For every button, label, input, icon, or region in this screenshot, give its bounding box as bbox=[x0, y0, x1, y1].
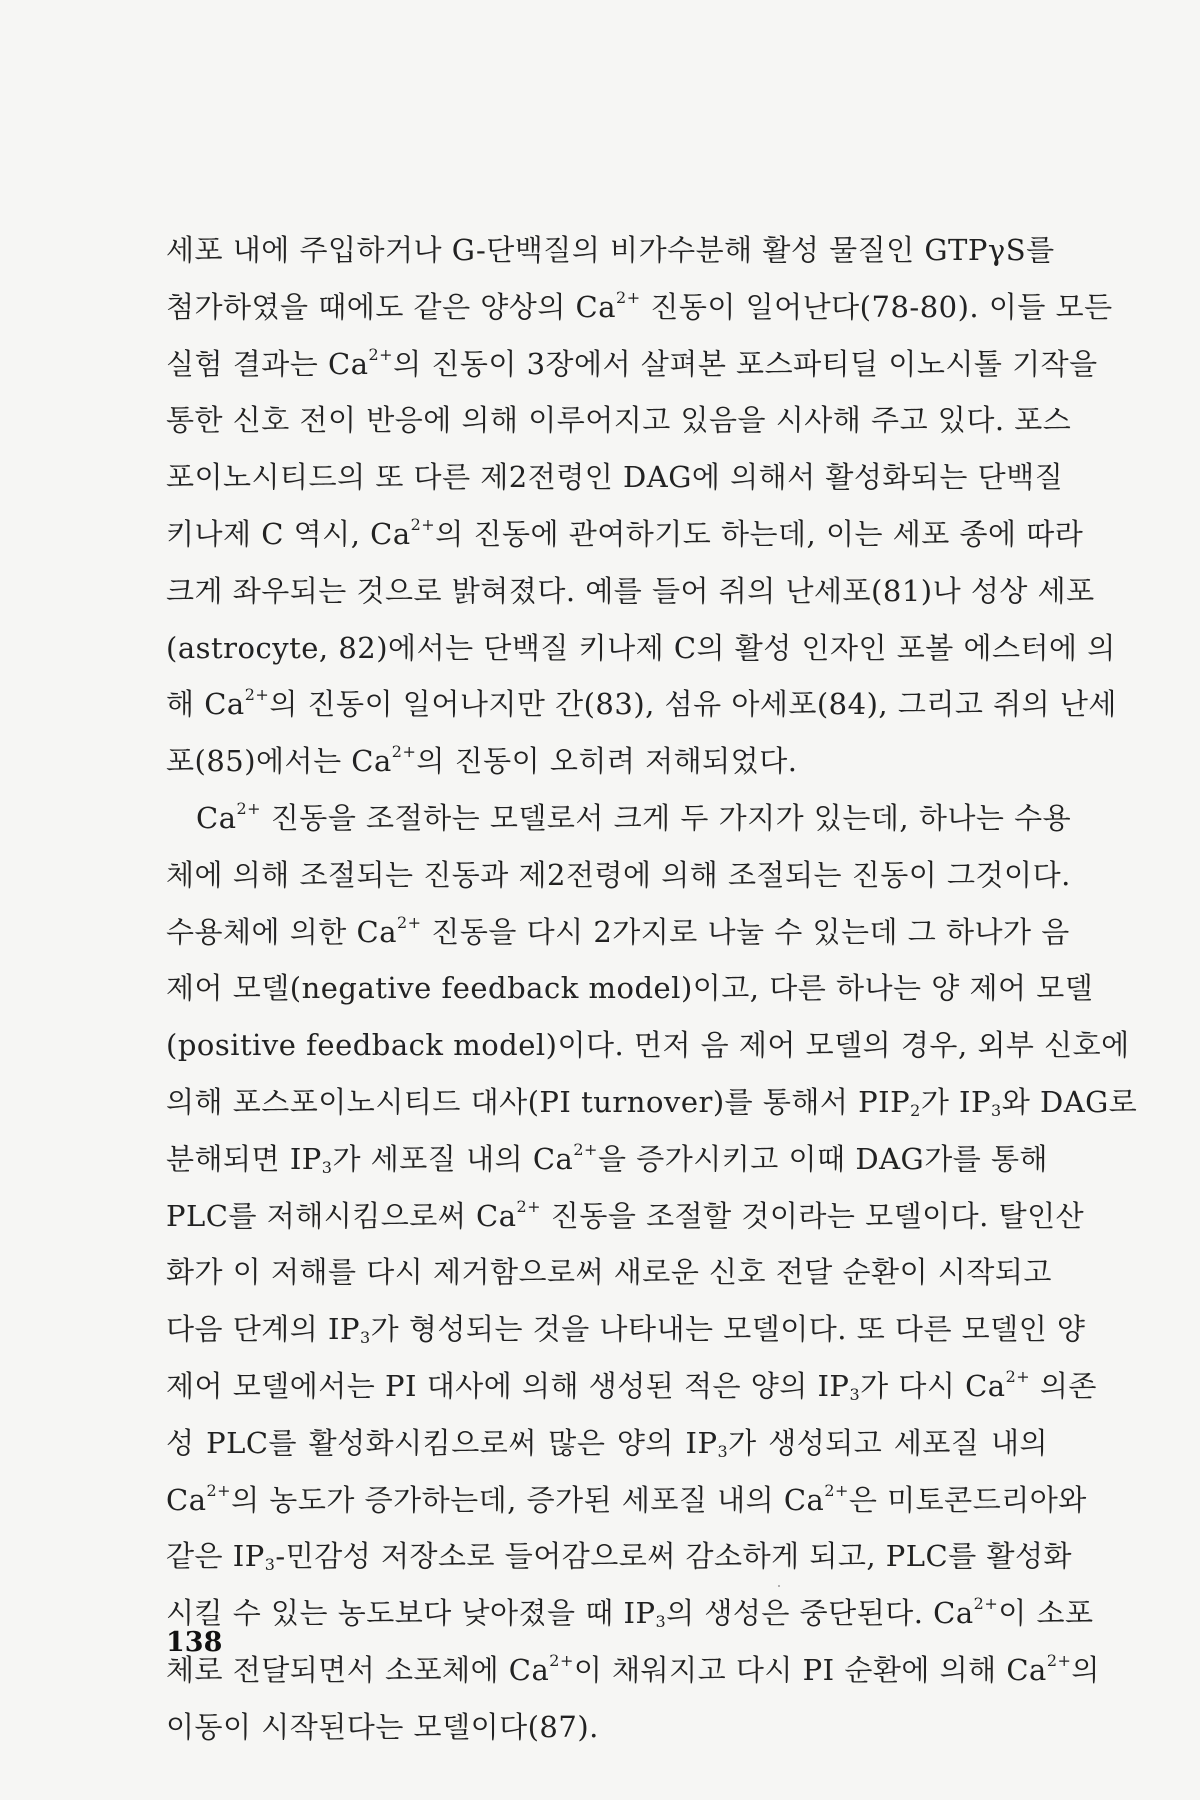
text-segment: 제어 모델(negative feedback model)이고, 다른 하나는 양 제어 모델 bbox=[166, 971, 1094, 1006]
text-segment: 이 소포 bbox=[998, 1596, 1094, 1631]
text-segment: 해 Ca bbox=[166, 687, 245, 722]
text-segment: 다음 단계의 IP bbox=[166, 1312, 360, 1347]
text-line bbox=[166, 1415, 1048, 1472]
text-segment: 세포 내에 주입하거나 G-단백질의 비가수분해 활성 물질인 GTPγS를 bbox=[166, 233, 1055, 267]
text-segment: 이 채워지고 다시 PI 순환에 의해 Ca bbox=[573, 1652, 1047, 1687]
text-line bbox=[166, 1472, 1087, 1529]
text-segment: 가 IP bbox=[920, 1084, 992, 1119]
superscript: 2+ bbox=[824, 1480, 849, 1500]
text-segment: 포(85)에서는 Ca bbox=[166, 744, 392, 779]
text-line bbox=[166, 1585, 1094, 1642]
text-segment: 체에 의해 조절되는 진동과 제2전령에 의해 조절되는 진동이 그것이다. bbox=[166, 857, 1071, 892]
text-segment: 이동이 시작된다는 모델이다(87). bbox=[166, 1709, 599, 1744]
text-segment: 의 농도가 증가하는데, 증가된 세포질 내의 Ca bbox=[231, 1482, 825, 1517]
text-segment: 같은 IP bbox=[166, 1539, 265, 1574]
superscript: 2+ bbox=[368, 344, 394, 364]
subscript: 3 bbox=[359, 1328, 371, 1348]
text-segment: 의존 bbox=[1030, 1368, 1097, 1403]
text-segment: (positive feedback model)이다. 먼저 음 제어 모델의 경우, 외부 신호에 bbox=[166, 1028, 1130, 1063]
text-line bbox=[166, 392, 1072, 449]
superscript: 2+ bbox=[244, 685, 270, 705]
text-segment: 진동이 일어난다(78-80). 이들 모든 bbox=[640, 289, 1113, 324]
text-segment: 진동을 조절하는 모델로서 크게 두 가지가 있는데, 하나는 수용 bbox=[261, 800, 1072, 835]
subscript: 3 bbox=[717, 1441, 729, 1461]
text-line bbox=[166, 279, 1113, 336]
text-segment: 의 진동이 오히려 저해되었다. bbox=[416, 744, 798, 779]
superscript: 2+ bbox=[391, 742, 417, 762]
text-line bbox=[166, 847, 1071, 904]
text-segment: 실험 결과는 Ca bbox=[166, 346, 369, 381]
text-line bbox=[166, 790, 1072, 847]
superscript: 2+ bbox=[549, 1650, 574, 1670]
text-segment: 의해 포스포이노시티드 대사(PI turnover)를 통해서 PIP bbox=[166, 1084, 911, 1119]
text-segment: 가 다시 Ca bbox=[860, 1368, 1006, 1403]
text-segment: 의 진동에 관여하기도 하는데, 이는 세포 종에 따라 bbox=[435, 516, 1084, 551]
text-line bbox=[166, 733, 1048, 790]
subscript: 3 bbox=[849, 1384, 861, 1404]
subscript: 3 bbox=[321, 1157, 333, 1177]
text-segment: 분해되면 IP bbox=[166, 1141, 322, 1176]
text-line bbox=[166, 506, 1084, 563]
superscript: 2+ bbox=[236, 798, 262, 818]
text-line bbox=[166, 676, 1117, 733]
text-line bbox=[166, 563, 1095, 620]
text-segment: (astrocyte, 82)에서는 단백질 키나제 C의 활성 인자인 포볼 에스터에 의 bbox=[166, 630, 1116, 665]
text-segment: 포이노시티드의 또 다른 제2전령인 DAG에 의해서 활성화되는 단백질 bbox=[166, 460, 1064, 495]
subscript: 2 bbox=[910, 1100, 921, 1120]
text-line bbox=[166, 620, 1116, 677]
text-segment: 체로 전달되면서 소포체에 Ca bbox=[166, 1652, 550, 1687]
text-line bbox=[166, 1301, 1086, 1358]
text-segment: 은 미토콘드리아와 bbox=[848, 1482, 1087, 1517]
text-line bbox=[166, 1074, 1138, 1131]
text-segment: 진동을 조절할 것이라는 모델이다. 탈인산 bbox=[541, 1198, 1085, 1233]
text-segment: Ca bbox=[166, 1482, 207, 1517]
superscript: 2+ bbox=[1046, 1650, 1072, 1670]
text-segment: 크게 좌우되는 것으로 밝혀졌다. 예를 들어 쥐의 난세포(81)나 성상 세포 bbox=[166, 573, 1095, 608]
text-segment: 가 형성되는 것을 나타내는 모델이다. 또 다른 모델인 양 bbox=[370, 1312, 1086, 1347]
text-segment: PLC를 저해시킴으로써 Ca bbox=[166, 1198, 517, 1233]
subscript: 3 bbox=[264, 1555, 276, 1575]
text-segment: 가 세포질 내의 Ca bbox=[332, 1141, 574, 1176]
text-segment: 수용체에 의한 Ca bbox=[166, 914, 397, 949]
page-number: 138 bbox=[166, 1627, 223, 1658]
text-line bbox=[166, 1188, 1085, 1245]
subscript: 3 bbox=[655, 1612, 667, 1632]
text-line bbox=[166, 1017, 1130, 1074]
text-segment: 가 생성되고 세포질 내의 bbox=[728, 1425, 1049, 1460]
text-segment: 통한 신호 전이 반응에 의해 이루어지고 있음을 시사해 주고 있다. 포스 bbox=[166, 403, 1072, 438]
text-segment: 와 DAG로 bbox=[1001, 1084, 1138, 1119]
superscript: 2+ bbox=[516, 1196, 542, 1216]
text-segment: 을 증가시키고 이때 DAG가를 통해 bbox=[597, 1141, 1049, 1176]
text-line bbox=[166, 1131, 1048, 1188]
text-line bbox=[166, 1642, 1100, 1699]
text-line bbox=[166, 1358, 1097, 1415]
text-line bbox=[166, 960, 1094, 1017]
scan-speck bbox=[778, 1585, 780, 1587]
subscript: 3 bbox=[991, 1100, 1002, 1120]
superscript: 2+ bbox=[397, 912, 422, 932]
text-segment: -민감성 저장소로 들어감으로써 감소하게 되고, PLC를 활성화 bbox=[275, 1539, 1073, 1574]
text-line bbox=[166, 449, 1064, 506]
text-segment: 의 진동이 3장에서 살펴본 포스파티딜 이노시톨 기작을 bbox=[393, 346, 1098, 381]
superscript: 2+ bbox=[573, 1139, 598, 1159]
superscript: 2+ bbox=[973, 1594, 999, 1614]
text-segment: 의 생성은 중단된다. Ca bbox=[666, 1596, 974, 1631]
text-segment: 화가 이 저해를 다시 제거함으로써 새로운 신호 전달 순환이 시작되고 bbox=[166, 1255, 1052, 1290]
text-line bbox=[166, 904, 1070, 961]
text-segment: 진동을 다시 2가지로 나눌 수 있는데 그 하나가 음 bbox=[421, 914, 1070, 949]
text-line bbox=[166, 1699, 1048, 1756]
superscript: 2+ bbox=[206, 1480, 232, 1500]
text-segment: 시킬 수 있는 농도보다 낮아졌을 때 IP bbox=[166, 1596, 656, 1631]
text-line bbox=[166, 222, 1055, 279]
body-text bbox=[166, 222, 1138, 1756]
text-line bbox=[166, 1528, 1073, 1585]
text-segment: 의 진동이 일어나지만 간(83), 섬유 아세포(84), 그리고 쥐의 난세 bbox=[269, 687, 1117, 722]
text-segment: 제어 모델에서는 PI 대사에 의해 생성된 적은 양의 IP bbox=[166, 1368, 850, 1403]
text-line bbox=[166, 336, 1098, 393]
text-segment: Ca bbox=[196, 800, 237, 835]
text-segment: 의 bbox=[1071, 1652, 1100, 1687]
text-segment: 첨가하였을 때에도 같은 양상의 Ca bbox=[166, 289, 617, 324]
superscript: 2+ bbox=[1005, 1366, 1031, 1386]
superscript: 2+ bbox=[410, 514, 436, 534]
text-segment: 성 PLC를 활성화시킴으로써 많은 양의 IP bbox=[166, 1425, 718, 1460]
text-line bbox=[166, 1244, 1052, 1301]
text-segment: 키나제 C 역시, Ca bbox=[166, 516, 411, 551]
superscript: 2+ bbox=[616, 287, 641, 307]
